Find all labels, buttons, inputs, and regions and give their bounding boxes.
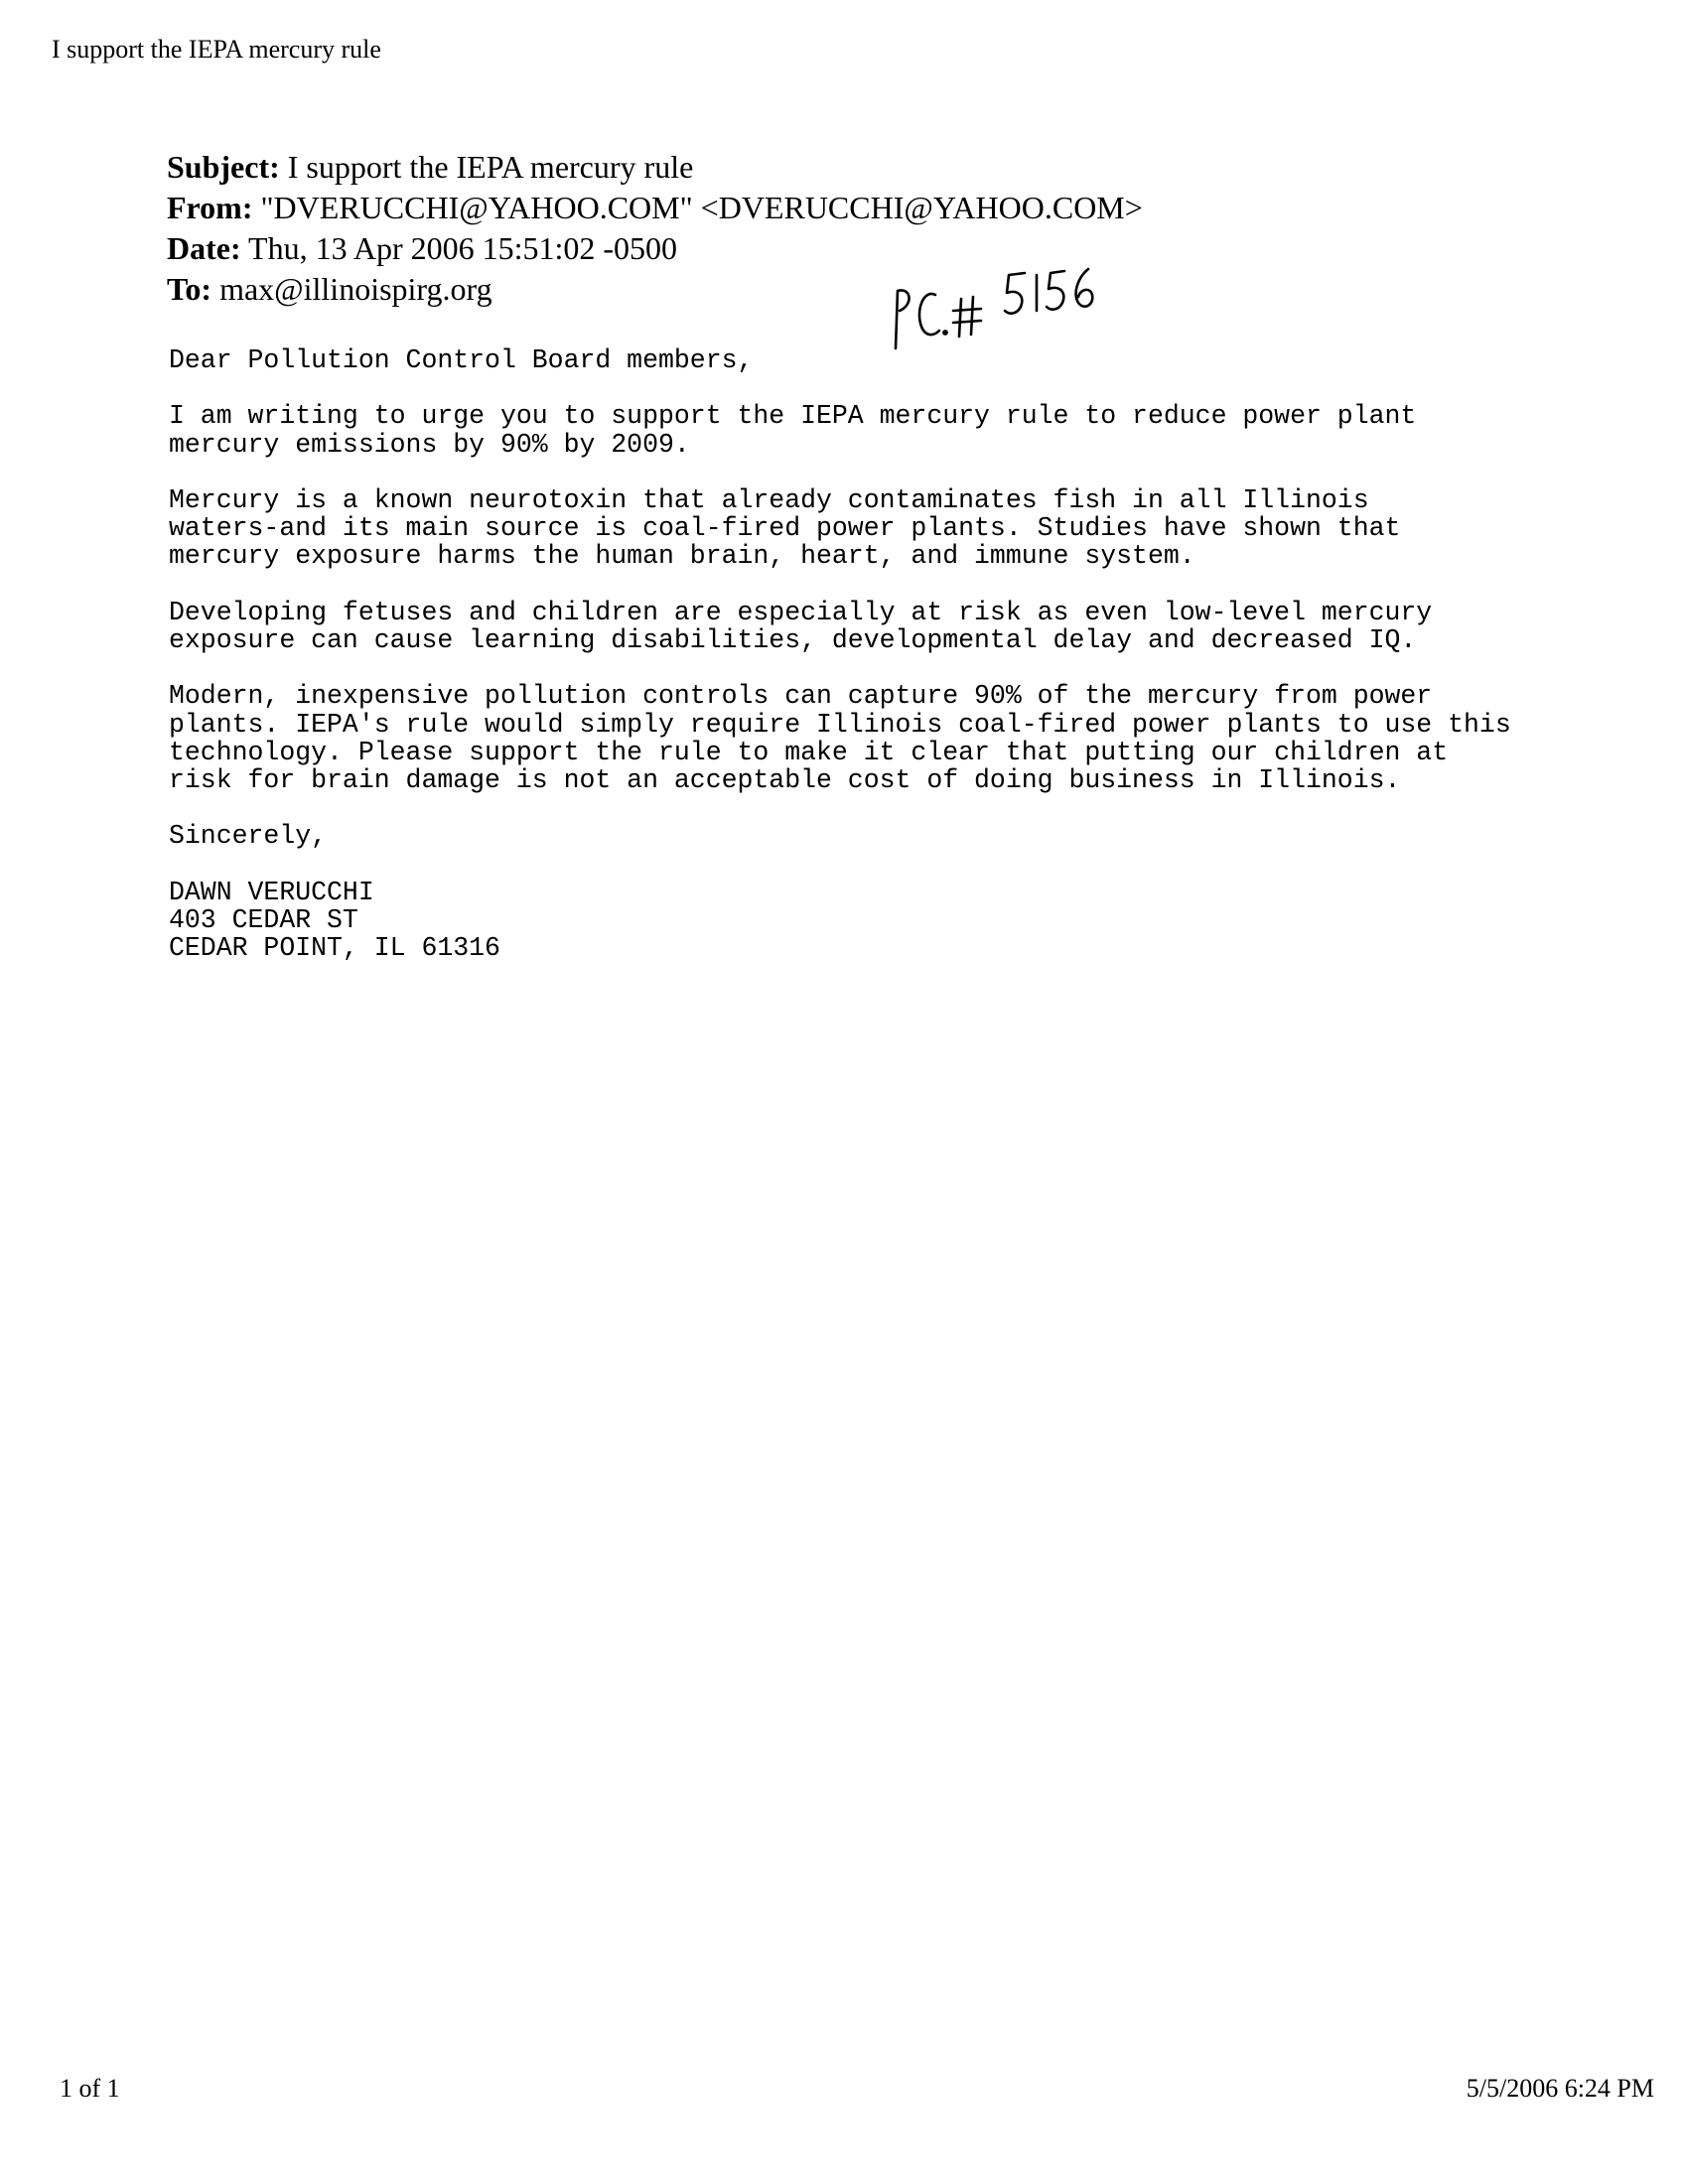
paragraph: Developing fetuses and children are especially at risk as even low-level mercury exposure can cause learning disabilities, developmental delay and decreased IQ. (169, 597, 1433, 655)
from-label: From: (167, 190, 253, 225)
from-row (167, 188, 1143, 228)
to-label: To: (167, 271, 212, 307)
subject-value: I support the IEPA mercury rule (287, 149, 694, 185)
subject-label: Subject: (167, 149, 280, 185)
subject-row (167, 147, 1143, 188)
signature-name: DAWN VERUCCHI (169, 877, 374, 907)
closing: Sincerely, (169, 821, 328, 852)
paragraph: Mercury is a known neurotoxin that already contaminates fish in all Illinois waters-and its main source is coal-fired power plants. Studies have shown that mercury exposure harms the human brain, heart, and immune system. (169, 484, 1401, 572)
signature-city: CEDAR POINT, IL 61316 (169, 933, 500, 964)
paragraph: Modern, inexpensive pollution controls can capture 90% of the mercury from power plants. IEPA's rule would simply require Illinois coal-fired power plants to use this technology. Please support the rule to make it clear that putting our children at risk for brain damage is not an acceptable cost of doing business in Illinois. (169, 681, 1511, 795)
from-value: "DVERUCCHI@YAHOO.COM" <DVERUCCHI@YAHOO.COM> (260, 190, 1143, 225)
page-header-title: I support the IEPA mercury rule (52, 35, 381, 64)
print-timestamp: 5/5/2006 6:24 PM (1466, 2074, 1654, 2103)
letter-body (169, 346, 1559, 962)
date-value: Thu, 13 Apr 2006 15:51:02 -0500 (248, 230, 678, 266)
signature-street: 403 CEDAR ST (169, 904, 358, 935)
page-number: 1 of 1 (60, 2074, 120, 2103)
salutation: Dear Pollution Control Board members, (169, 345, 754, 375)
paragraph: I am writing to urge you to support the IEPA mercury rule to reduce power plant mercury emissions by 90% by 2009. (169, 401, 1417, 460)
date-label: Date: (167, 230, 241, 266)
to-value: max@illinoispirg.org (219, 271, 492, 307)
